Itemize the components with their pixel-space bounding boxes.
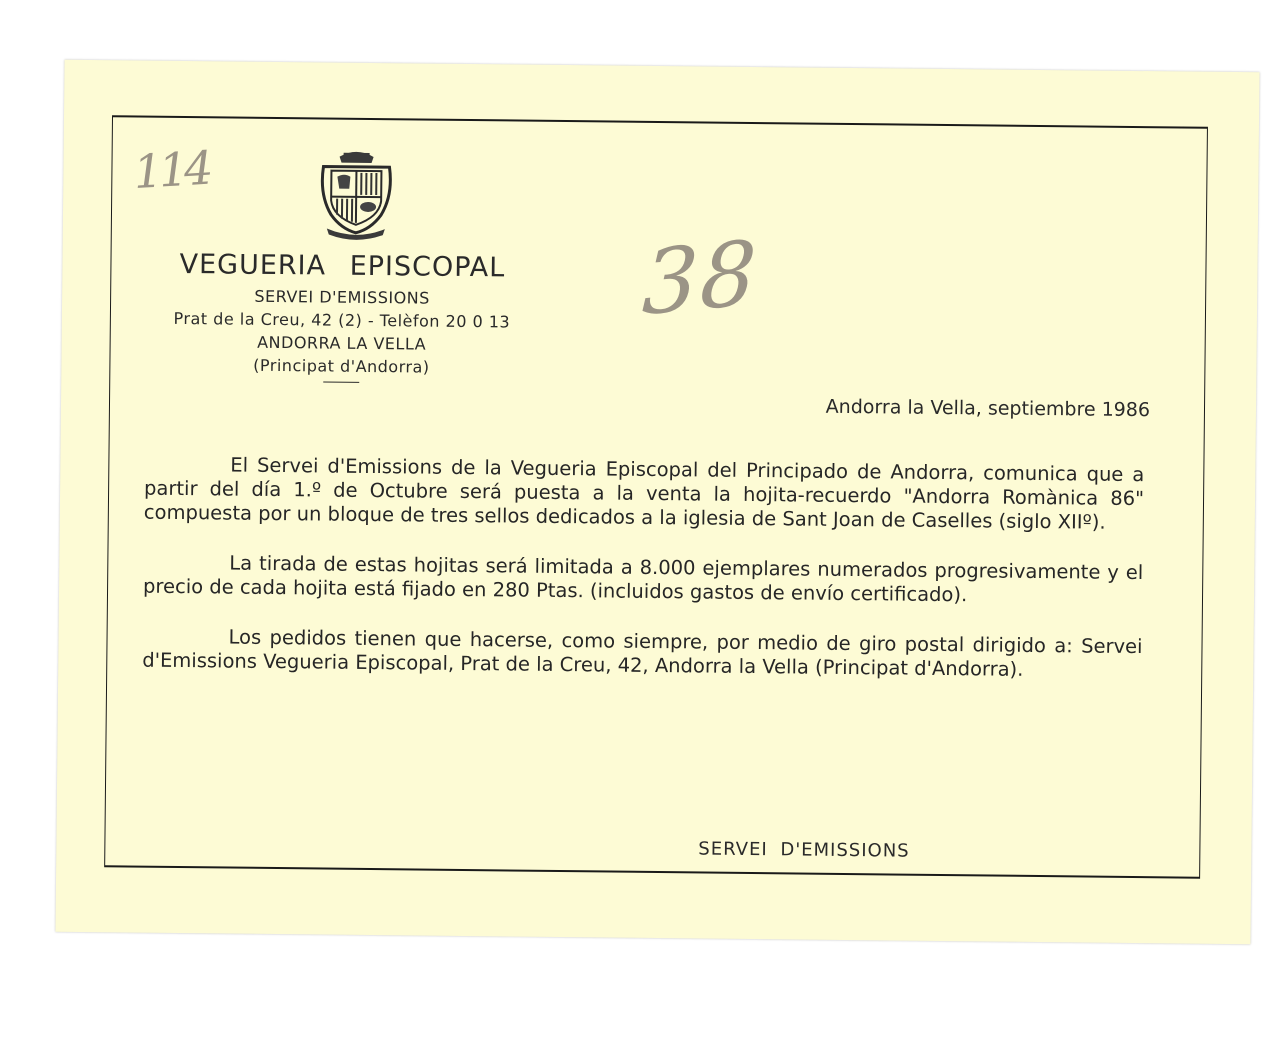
- letterhead-address: Prat de la Creu, 42 (2) - Telèfon 20 0 13: [173, 308, 511, 332]
- letterhead-department: SERVEI D'EMISSIONS: [254, 286, 430, 308]
- body-paragraph-2: La tirada de estas hojitas será limitada a 8.000 ejemplares numerados progresivamente y el precio de cada hojita está fijado en 280 Ptas. (incluidos gastos de envío certificado).: [142, 551, 1144, 607]
- letterhead: [171, 249, 512, 385]
- andorra-coat-of-arms-icon: [311, 144, 402, 241]
- handwritten-number-top-left: 114: [131, 140, 211, 200]
- letterhead-city: ANDORRA LA VELLA: [257, 332, 427, 354]
- signature: SERVEI D'EMISSIONS: [698, 838, 910, 862]
- handwritten-number-center: 38: [640, 220, 761, 336]
- body-paragraph-3: Los pedidos tienen que hacerse, como siempre, por medio de giro postal dirigido a: Servei d'Emissions Vegueria Episcopal, Prat de la Creu, 42, Andorra la Vella (Principat d'Andorra).: [142, 625, 1143, 681]
- letter-body: [142, 453, 1145, 709]
- body-paragraph-1: El Servei d'Emissions de la Vegueria Episcopal del Principado de Andorra, comunica que a partir del día 1.º de Octubre será puesta a la venta la hojita-recuerdo "Andorra Romànica 86" compuesta por un bloque de tres sellos dedicados a la iglesia de Sant Joan de Caselles (siglo XIIº).: [143, 453, 1145, 534]
- date-line: Andorra la Vella, septiembre 1986: [825, 395, 1151, 422]
- letterhead-title: VEGUERIA EPISCOPAL: [179, 248, 506, 284]
- letterhead-country: (Principat d'Andorra): [253, 355, 430, 377]
- letter-card: [55, 60, 1259, 944]
